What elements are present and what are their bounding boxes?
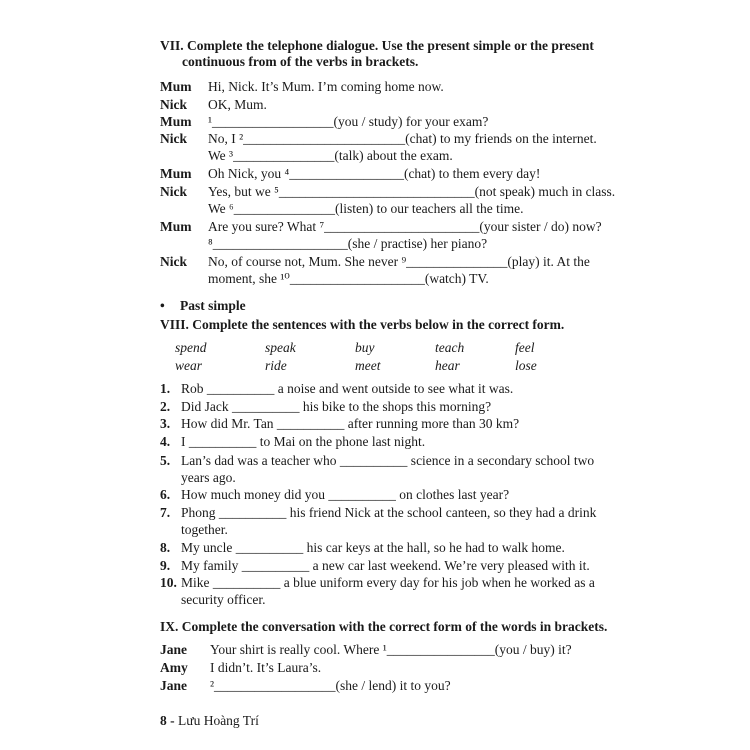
speaker-nick: Nick — [160, 131, 187, 146]
speaker-mum: Mum — [160, 166, 192, 181]
dialogue-line: Hi, Nick. It’s Mum. I’m coming home now. — [208, 79, 444, 94]
word-ride: ride — [265, 358, 287, 373]
word-spend: spend — [175, 340, 207, 355]
item-number: 4. — [160, 434, 171, 449]
word-meet: meet — [355, 358, 381, 373]
footer-dash: - — [170, 713, 175, 728]
exercise-sentence: together. — [181, 522, 228, 537]
item-number: 9. — [160, 558, 171, 573]
speaker-jane: Jane — [160, 678, 187, 693]
speaker-amy: Amy — [160, 660, 188, 675]
dialogue-line: Yes, but we ⁵_____________________________(not speak) much in class. — [208, 184, 616, 199]
item-number: 2. — [160, 399, 171, 414]
sec7-title-line1: VII. Complete the telephone dialogue. Use the present simple or the present — [160, 38, 594, 53]
exercise-sentence: Did Jack __________ his bike to the shops this morning? — [181, 399, 492, 414]
dialogue-line: ²__________________(she / lend) it to you? — [210, 678, 451, 693]
dialogue-line: No, of course not, Mum. She never ⁹_______________(play) it. At the — [208, 254, 590, 269]
dialogue-line: No, I ²________________________(chat) to my friends on the internet. — [208, 131, 597, 146]
dialogue-line: ¹__________________(you / study) for your exam? — [208, 114, 489, 129]
exercise-sentence: My family __________ a new car last weekend. We’re very pleased with it. — [181, 558, 590, 573]
exercise-sentence: Lan’s dad was a teacher who __________ science in a secondary school two — [181, 453, 595, 468]
past-simple-heading: Past simple — [180, 298, 246, 313]
sec7-title-line2: continuous from of the verbs in brackets. — [182, 54, 419, 69]
speaker-mum: Mum — [160, 79, 192, 94]
page-number: 8 — [160, 713, 167, 728]
word-lose: lose — [515, 358, 537, 373]
item-number: 3. — [160, 416, 171, 431]
footer — [160, 713, 259, 729]
past-simple-bullet: • — [160, 298, 165, 313]
speaker-mum: Mum — [160, 219, 192, 234]
exercise-sentence: years ago. — [181, 470, 236, 485]
exercise-sentence: How much money did you __________ on clothes last year? — [181, 487, 510, 502]
dialogue-line: ⁸____________________(she / practise) her piano? — [208, 236, 488, 251]
exercise-sentence: Phong __________ his friend Nick at the school canteen, so they had a drink — [181, 505, 597, 520]
footer-author: Lưu Hoàng Trí — [178, 713, 259, 728]
item-number: 8. — [160, 540, 171, 555]
exercise-sentence: How did Mr. Tan __________ after running more than 30 km? — [181, 416, 520, 431]
item-number: 10. — [160, 575, 177, 590]
exercise-sentence: My uncle __________ his car keys at the hall, so he had to walk home. — [181, 540, 565, 555]
dialogue-line: OK, Mum. — [208, 97, 267, 112]
word-buy: buy — [355, 340, 375, 355]
dialogue-line: moment, she ¹⁰____________________(watch) TV. — [208, 271, 489, 286]
exercise-sentence: security officer. — [181, 592, 266, 607]
item-number: 5. — [160, 453, 171, 468]
word-speak: speak — [265, 340, 296, 355]
word-feel: feel — [515, 340, 535, 355]
item-number: 6. — [160, 487, 171, 502]
dialogue-line: Your shirt is really cool. Where ¹________________(you / buy) it? — [210, 642, 572, 657]
word-hear: hear — [435, 358, 460, 373]
dialogue-line: Oh Nick, you ⁴_________________(chat) to them every day! — [208, 166, 541, 181]
item-number: 1. — [160, 381, 171, 396]
dialogue-line: I didn’t. It’s Laura’s. — [210, 660, 322, 675]
speaker-nick: Nick — [160, 254, 187, 269]
speaker-mum: Mum — [160, 114, 192, 129]
item-number: 7. — [160, 505, 171, 520]
dialogue-line: We ⁶_______________(listen) to our teachers all the time. — [208, 201, 524, 216]
speaker-jane: Jane — [160, 642, 187, 657]
speaker-nick: Nick — [160, 184, 187, 199]
word-wear: wear — [175, 358, 202, 373]
exercise-sentence: I __________ to Mai on the phone last night. — [181, 434, 426, 449]
sec9-title: IX. Complete the conversation with the correct form of the words in brackets. — [160, 619, 608, 634]
word-teach: teach — [435, 340, 465, 355]
speaker-nick: Nick — [160, 97, 187, 112]
exercise-sentence: Rob __________ a noise and went outside to see what it was. — [181, 381, 514, 396]
sec8-title: VIII. Complete the sentences with the verbs below in the correct form. — [160, 317, 565, 332]
exercise-sentence: Mike __________ a blue uniform every day for his job when he worked as a — [181, 575, 595, 590]
dialogue-line: Are you sure? What ⁷_______________________(your sister / do) now? — [208, 219, 602, 234]
dialogue-line: We ³_______________(talk) about the exam. — [208, 148, 453, 163]
